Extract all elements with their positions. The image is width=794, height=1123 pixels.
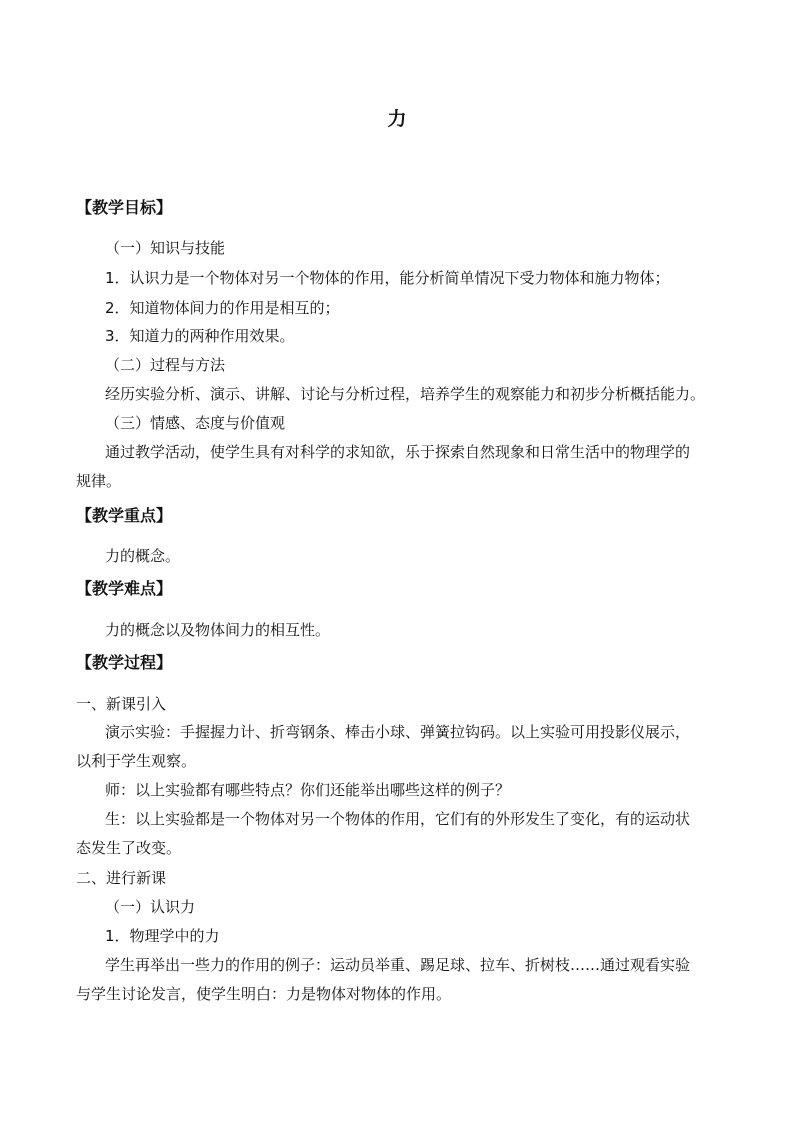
goals-para2: 经历实验分析、演示、讲解、讨论与分析过程，培养学生的观察能力和初步分析概括能力。 [105, 385, 706, 403]
goals-heading: 【教学目标】 [76, 198, 173, 217]
goals-sub1: （一）知识与技能 [105, 239, 226, 257]
process-student-line2: 态发生了改变。 [76, 839, 182, 857]
goals-item3: 3．知道力的两种作用效果。 [105, 327, 295, 345]
goals-item1: 1．认识力是一个物体对另一个物体的作用，能分析简单情况下受力物体和施力物体； [105, 269, 670, 287]
goals-item2: 2．知道物体间力的作用是相互的； [105, 299, 340, 317]
goals-para3-line1: 通过教学活动，使学生具有对科学的求知欲，乐于探索自然现象和日常生活中的物理学的 [105, 443, 691, 461]
goals-sub2: （二）过程与方法 [105, 356, 226, 374]
difficulty-heading: 【教学难点】 [76, 579, 173, 598]
process-student-line1: 生：以上实验都是一个物体对另一个物体的作用，它们有的外形发生了变化，有的运动状 [105, 810, 691, 828]
process-part1: 一、新课引入 [76, 695, 167, 713]
goals-sub3: （三）情感、态度与价值观 [105, 414, 286, 432]
process-sub1: （一）认识力 [105, 898, 196, 916]
key-text: 力的概念。 [105, 547, 181, 565]
process-teacher: 师：以上实验都有哪些特点？你们还能举出哪些这样的例子？ [105, 781, 511, 799]
process-part2: 二、进行新课 [76, 869, 167, 887]
process-para-line2: 与学生讨论发言，使学生明白：力是物体对物体的作用。 [76, 985, 452, 1003]
goals-para3-line2: 规律。 [76, 472, 122, 490]
process-para-line1: 学生再举出一些力的作用的例子：运动员举重、踢足球、拉车、折树枝……通过观看实验 [105, 956, 691, 974]
key-heading: 【教学重点】 [76, 506, 173, 525]
process-demo-line2: 以利于学生观察。 [76, 752, 197, 770]
difficulty-text: 力的概念以及物体间力的相互性。 [105, 621, 331, 639]
page-title: 力 [387, 108, 407, 130]
process-demo-line1: 演示实验：手握握力计、折弯钢条、棒击小球、弹簧拉钩码。以上实验可用投影仪展示， [105, 723, 691, 741]
process-item1: 1．物理学中的力 [105, 927, 220, 945]
process-heading: 【教学过程】 [76, 653, 173, 672]
